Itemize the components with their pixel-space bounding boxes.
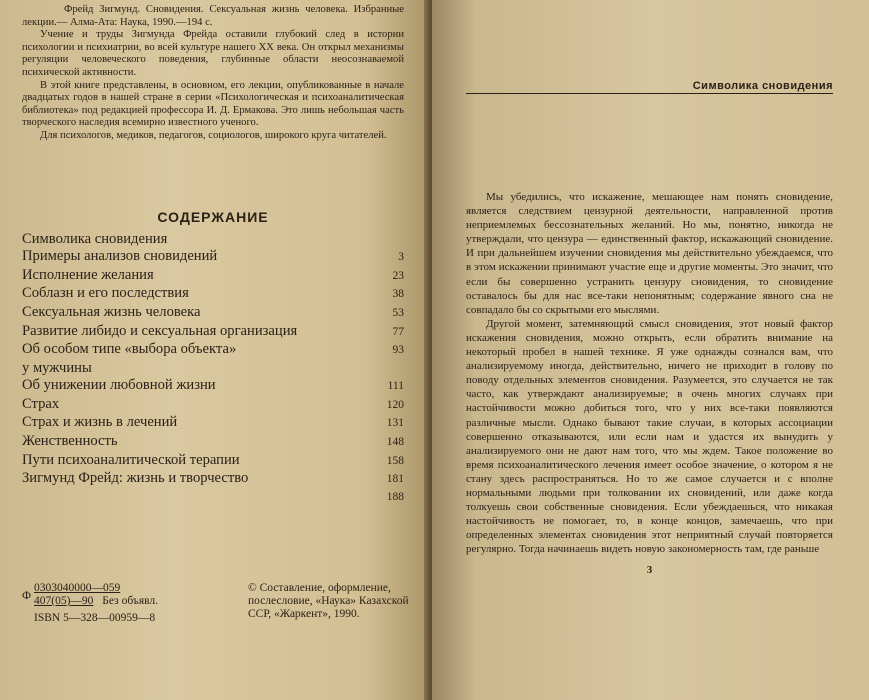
toc-entry-title: Исполнение желания (22, 266, 154, 283)
copyright-notice: © Составление, оформление, послесловие, «Наука» Казахской ССР, «Жаркент», 1990. (248, 582, 409, 620)
toc-entry (22, 267, 404, 286)
toc-entry (22, 452, 404, 471)
publication-code-top: 0303040000—059 (34, 582, 121, 594)
toc-entry-title: у мужчины (22, 359, 92, 376)
f-mark: Ф (22, 590, 32, 602)
toc-entry (22, 489, 404, 507)
publication-code-row (34, 595, 244, 608)
toc-entry-title: Пути психоаналитической терапии (22, 451, 240, 468)
toc-entry-title: Женственность (22, 433, 118, 450)
right-page (432, 0, 869, 700)
toc-entry-title: Развитие либидо и сексуальная организация (22, 322, 298, 339)
imprint-codes (22, 582, 244, 625)
toc-entry-page: 93 (392, 344, 404, 357)
page-number: 3 (646, 564, 653, 577)
toc-entry-page: 38 (392, 288, 404, 301)
toc-entry-page: 111 (387, 380, 404, 393)
no-ad-label: Без объявл. (102, 595, 159, 607)
toc-entry-title: Страх и жизнь в лечений (22, 414, 178, 431)
toc-entry (22, 304, 404, 323)
toc-entry-page: 181 (386, 473, 404, 486)
abstract-citation: Фрейд Зигмунд. Сновидения. Сексуальная жизнь человека. Избранные лекции.— Алма-Ата: Наука, 1990.—194 с. (22, 4, 404, 28)
toc-entry-page: 53 (392, 306, 404, 319)
toc-entry (22, 231, 404, 249)
toc-entry-page: 3 (398, 251, 404, 264)
abstract-audience: Для психологов, медиков, педагогов, социологов, широкого круга читателей. (40, 129, 387, 141)
toc-entry-page: 148 (386, 436, 404, 449)
toc-entry-page: 188 (386, 490, 404, 503)
toc-entry (22, 248, 404, 267)
publication-code-bottom: 407(05)—90 (34, 595, 94, 607)
body-paragraph: Мы убедились, что искажение, мешающее нам понять сновидение, является следствием цензурной деятельности, направленной против неприемлемых бессознательных желаний. Но мы, понятно, никогда не утверждали, что цензура — единственный фактор, искажающий сновидение. И при дальнейшем изучении сновидения мы действительно убеждаемся, что в этом искажении принимают участие еще и другие моменты. Это значит, что если бы совершенно устранить цензуру сновидения, то сновидение оставалось бы для нас все-таки непонятным; содержание явного сна не совпадало бы со скрытыми его мыслями. (466, 191, 833, 316)
toc-entry-title: Зигмунд Фрейд: жизнь и творчество (22, 470, 249, 487)
toc-entry (22, 323, 404, 342)
section-title: Символика сновидения (466, 80, 833, 94)
toc-entry (22, 414, 404, 433)
abstract-paragraph: В этой книге представлены, в основном, его лекции, опубликованные в начале двадцатых годов в нашей стране в серии «Психологическая и психоаналитическая библиотека» под редакцией профессора И. Д. Ермакова. Это лишь небольшая часть творческого наследия всемирно известного ученого. (22, 79, 404, 129)
toc-entry-title: Символика сновидения (22, 230, 168, 247)
toc-entry-title: Соблазн и его последствия (22, 285, 189, 302)
isbn: ISBN 5—328—00959—8 (34, 612, 156, 624)
book-abstract (22, 4, 404, 143)
toc-entry-title: Об унижении любовной жизни (22, 377, 216, 394)
abstract-paragraph: Учение и труды Зигмунда Фрейда оставили глубокий след в истории психологии и психиатрии, во всей культуре нашего XX века. Он открыл механизмы регуляции человеческого поведения, глубинные области неосознаваемой психической активности. (22, 29, 404, 78)
toc-entry (22, 360, 404, 378)
toc-entry (22, 470, 404, 489)
left-page (0, 0, 430, 700)
toc-entry-title: Об особом типе «выбора объекта» (22, 341, 237, 358)
toc-entry-title: Страх (22, 395, 60, 412)
toc-entry-title: Сексуальная жизнь человека (22, 303, 201, 320)
toc-entry (22, 396, 404, 415)
toc-entry (22, 377, 404, 396)
chapter-text (466, 190, 833, 556)
toc-entry (22, 433, 404, 452)
toc-entry-page: 120 (386, 398, 404, 411)
toc-entry-page: 158 (386, 454, 404, 467)
toc-entry-page: 131 (386, 417, 404, 430)
table-of-contents (22, 231, 404, 507)
toc-entry-page: 77 (392, 325, 404, 338)
toc-entry-page: 23 (392, 269, 404, 282)
toc-heading: СОДЕРЖАНИЕ (157, 208, 269, 225)
body-paragraph: Другой момент, затемняющий смысл сновидения, этот новый фактор искажения сновидения, можно открыть, если обратить внимание на некоторый пробел в нашей технике. Я уже однажды сознался вам, что анализируемому иногда, действительно, ничего не приходит в голову по поводу отдельных элементов сновидения. Разумеется, это случается не так часто, как утверждают анализируемые; в очень многих случаях при настойчивости можно добиться того, что у них все-таки появляются различные мысли. Однако бывают такие случаи, в которых ассоциации совершенно отказываются, или если нам и удастся их вынудить у анализируемого они не дают нам того, что мы ждем. Такое положение во время психоаналитического лечения имеет особое значение, о котором я не стану здесь распространяться. Но то же самое случается и с вполне нормальными людьми при толковании их сновидений, или даже когда толкуешь свои собственные сновидения. Если убеждаешься, что никакая настойчивость не помогает, то, в конце концов, замечаешь, что при определенных элементах сновидения этот неприятный случай повторяется регулярно. Тогда начинаешь видеть новую закономерность там, где раньше (466, 317, 833, 556)
toc-entry (22, 341, 404, 360)
toc-entry (22, 285, 404, 304)
toc-entry-title: Примеры анализов сновидений (22, 248, 218, 265)
